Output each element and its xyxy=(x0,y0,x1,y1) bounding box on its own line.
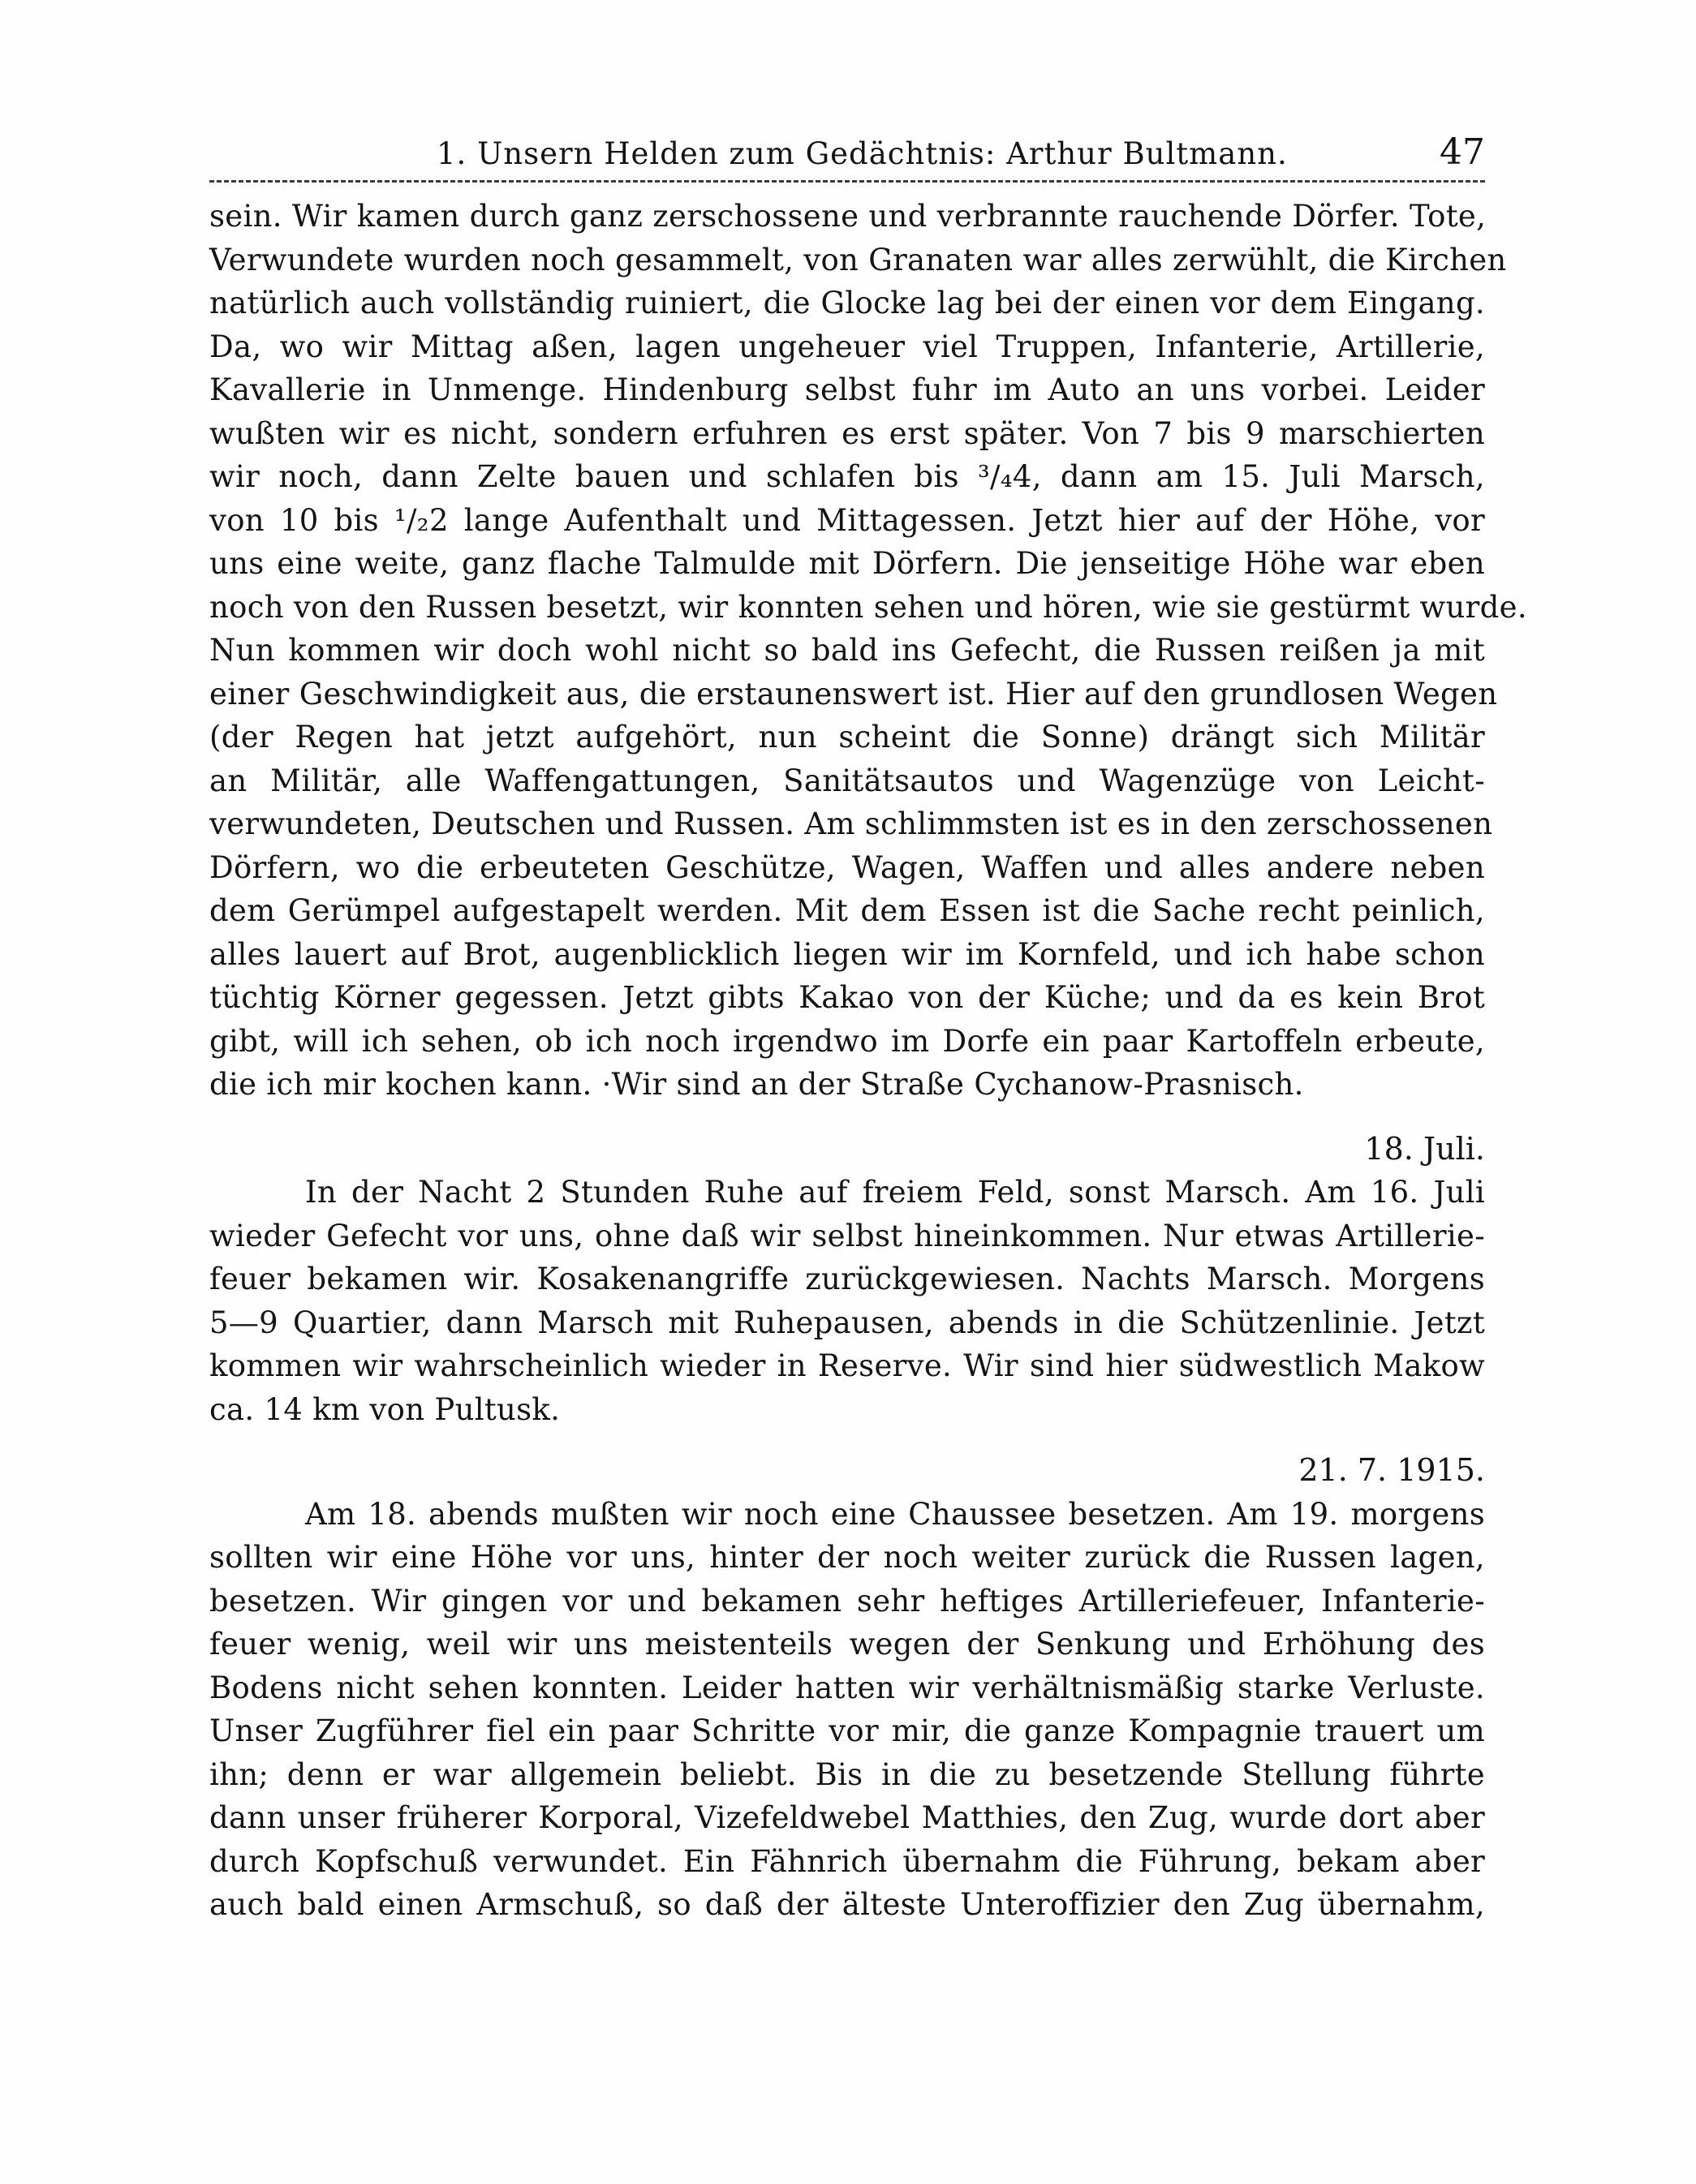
spacer xyxy=(209,1431,1485,1449)
text-line: sollten wir eine Höhe vor uns, hinter der noch weiter zurück die Russen lagen, xyxy=(209,1540,1485,1575)
text-line: (der Regen hat jetzt aufgehört, nun scheint die Sonne) drängt sich Militär xyxy=(209,720,1485,755)
text-line: feuer wenig, weil wir uns meistenteils wegen der Senkung und Erhöhung des xyxy=(209,1627,1485,1662)
entry-date: 21. 7. 1915. xyxy=(1298,1452,1485,1488)
text-line: Kavallerie in Unmenge. Hindenburg selbst fuhr im Auto an uns vorbei. Leider xyxy=(209,372,1485,407)
text-line: Verwundete wurden noch gesammelt, von Granaten war alles zerwühlt, die Kirchen xyxy=(209,242,1507,277)
text-line: Am 18. abends mußten wir noch eine Chaussee besetzen. Am 19. morgens xyxy=(305,1496,1485,1532)
text-line: wieder Gefecht vor uns, ohne daß wir selbst hineinkommen. Nur etwas Artillerie- xyxy=(209,1218,1485,1253)
text-line: 5—9 Quartier, dann Marsch mit Ruhepausen, abends in die Schützenlinie. Jetzt xyxy=(209,1305,1485,1340)
running-title: 1. Unsern Helden zum Gedächtnis: Arthur Bultmann. xyxy=(437,136,1288,171)
page-header xyxy=(209,130,1485,178)
text-line: wußten wir es nicht, sondern erfuhren es erst später. Von 7 bis 9 marschierten xyxy=(209,415,1485,451)
text-line: Dörfern, wo die erbeuteten Geschütze, Wagen, Waffen und alles andere neben xyxy=(209,849,1485,885)
text-line: an Militär, alle Waffengattungen, Sanitätsautos und Wagenzüge von Leicht- xyxy=(209,763,1485,798)
text-line: gibt, will ich sehen, ob ich noch irgendwo im Dorfe ein paar Kartoffeln erbeute, xyxy=(209,1023,1485,1059)
text-line: noch von den Russen besetzt, wir konnten sehen und hören, wie sie gestürmt wurde. xyxy=(209,589,1527,625)
text-line: In der Nacht 2 Stunden Ruhe auf freiem Feld, sonst Marsch. Am 16. Juli xyxy=(305,1175,1485,1210)
diary-entry-18-juli xyxy=(209,1128,1485,1432)
text-line: einer Geschwindigkeit aus, die erstaunenswert ist. Hier auf den grundlosen Wegen xyxy=(209,676,1498,712)
text-line: ihn; denn er war allgemein beliebt. Bis in die zu besetzende Stellung führte xyxy=(209,1756,1485,1792)
text-line: von 10 bis ¹/₂2 lange Aufenthalt und Mittagessen. Jetzt hier auf der Höhe, vor xyxy=(209,502,1485,538)
entry-date: 18. Juli. xyxy=(1364,1130,1485,1167)
text-line: Unser Zugführer fiel ein paar Schritte vor mir, die ganze Kompagnie trauert um xyxy=(209,1713,1485,1748)
text-line: kommen wir wahrscheinlich wieder in Reserve. Wir sind hier südwestlich Makow xyxy=(209,1348,1485,1383)
diary-entry-21-7-1915 xyxy=(209,1449,1485,1927)
text-line: alles lauert auf Brot, augenblicklich liegen wir im Kornfeld, und ich habe schon xyxy=(209,936,1485,972)
text-line: dem Gerümpel aufgestapelt werden. Mit dem Essen ist die Sache recht peinlich, xyxy=(209,893,1485,928)
text-line: uns eine weite, ganz flache Talmulde mit Dörfern. Die jenseitige Höhe war eben xyxy=(209,546,1485,581)
body-text xyxy=(209,195,1527,1927)
header-rule xyxy=(209,180,1485,183)
text-line: natürlich auch vollständig ruiniert, die Glocke lag bei der einen vor dem Eingang. xyxy=(209,286,1485,320)
text-line: feuer bekamen wir. Kosakenangriffe zurückgewiesen. Nachts Marsch. Morgens xyxy=(209,1262,1485,1296)
text-line: tüchtig Körner gegessen. Jetzt gibts Kakao von der Küche; und da es kein Brot xyxy=(209,980,1485,1015)
text-line: sein. Wir kamen durch ganz zerschossene und verbrannte rauchende Dörfer. Tote, xyxy=(209,199,1487,234)
paragraph-continuation xyxy=(209,195,1527,1107)
text-line: verwundeten, Deutschen und Russen. Am schlimmsten ist es in den zerschossenen xyxy=(209,806,1493,841)
spacer xyxy=(209,1107,1485,1128)
text-line: dann unser früherer Korporal, Vizefeldwebel Matthies, den Zug, wurde dort aber xyxy=(209,1800,1485,1835)
text-line: Da, wo wir Mittag aßen, lagen ungeheuer viel Truppen, Infanterie, Artillerie, xyxy=(209,329,1485,364)
text-line: besetzen. Wir gingen vor und bekamen sehr heftiges Artilleriefeuer, Infanterie- xyxy=(209,1583,1485,1619)
text-line: Nun kommen wir doch wohl nicht so bald ins Gefecht, die Russen reißen ja mit xyxy=(209,633,1485,668)
text-line: durch Kopfschuß verwundet. Ein Fähnrich übernahm die Führung, bekam aber xyxy=(209,1843,1485,1879)
text-line: die ich mir kochen kann. ·Wir sind an der Straße Cychanow-Prasnisch. xyxy=(209,1067,1304,1102)
text-line: ca. 14 km von Pultusk. xyxy=(209,1391,561,1427)
text-line: wir noch, dann Zelte bauen und schlafen bis ³/₄4, dann am 15. Juli Marsch, xyxy=(209,459,1485,494)
page-number: 47 xyxy=(1440,131,1485,173)
text-line: Bodens nicht sehen konnten. Leider hatten wir verhältnismäßig starke Verluste. xyxy=(209,1670,1485,1705)
text-line: auch bald einen Armschuß, so daß der älteste Unteroffizier den Zug übernahm, xyxy=(209,1887,1485,1922)
